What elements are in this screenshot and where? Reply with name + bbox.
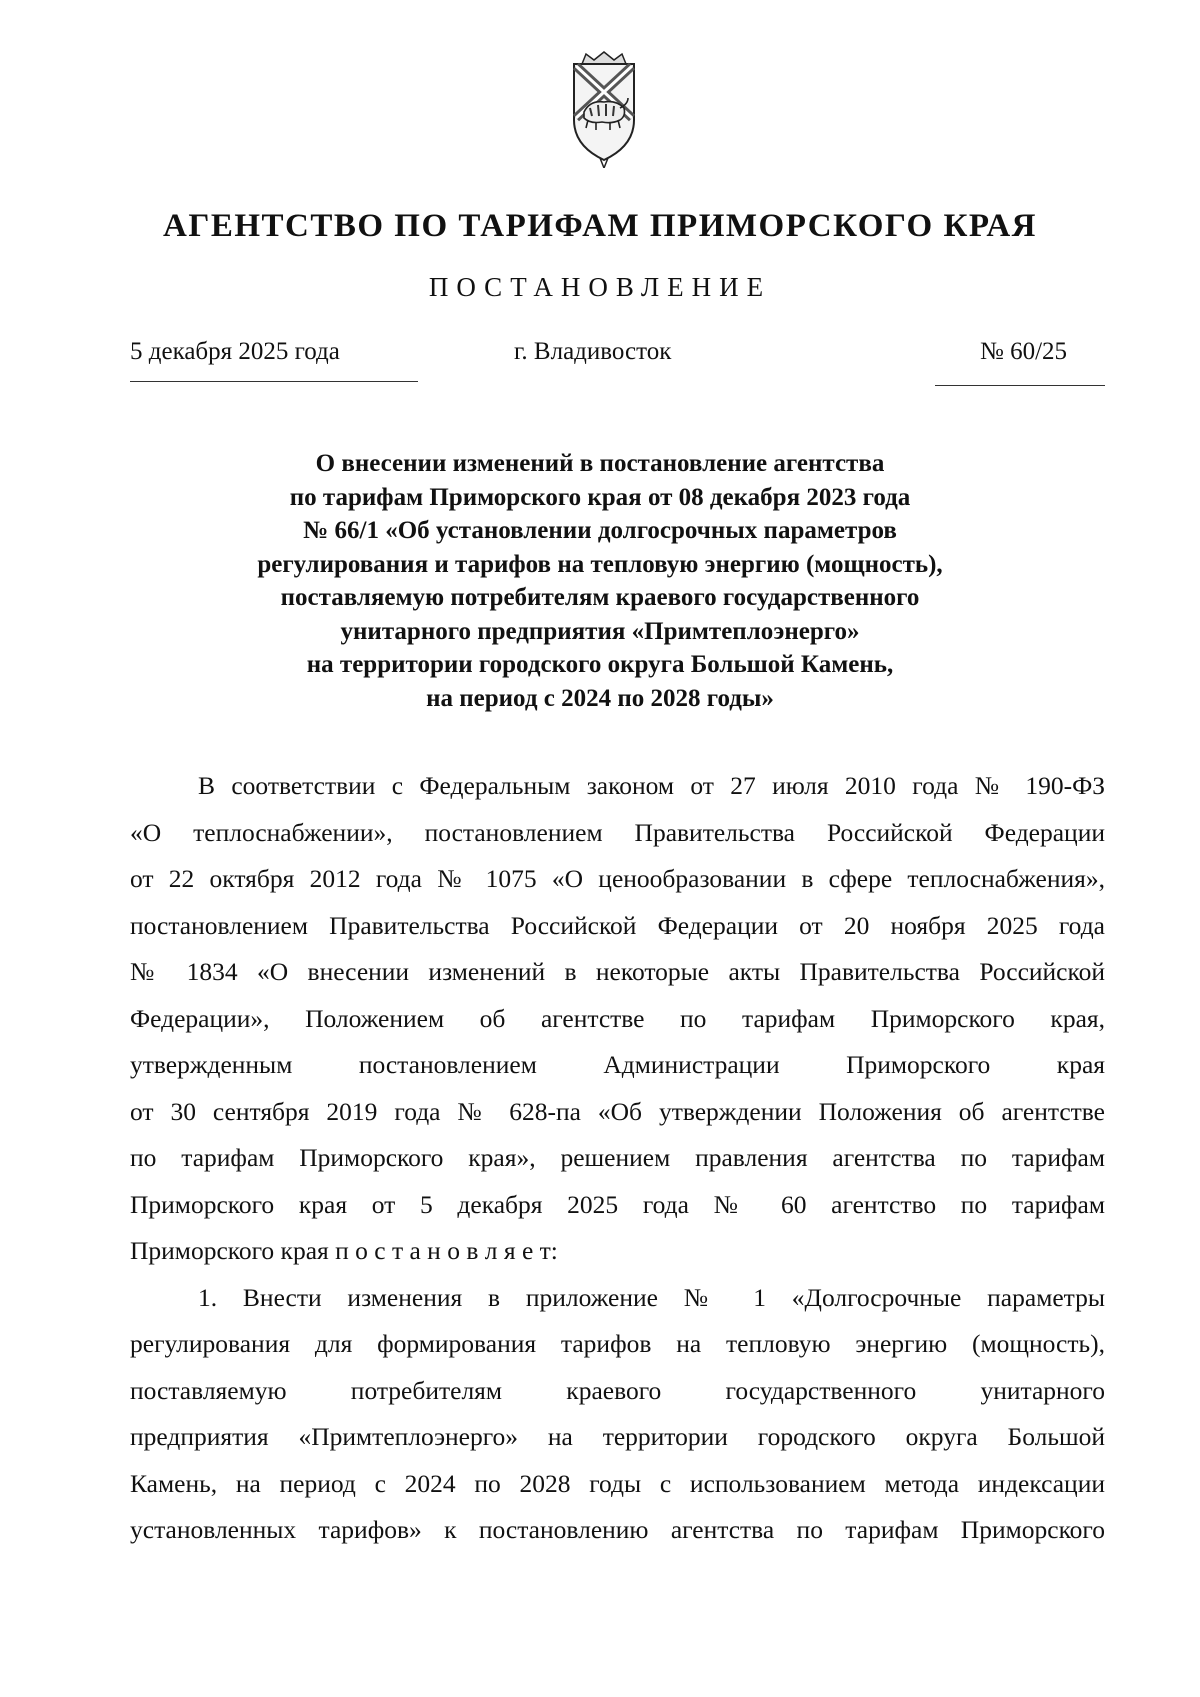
title-line: регулирования и тарифов на тепловую энергию (мощность), <box>257 550 943 578</box>
title-line: унитарного предприятия «Примтеплоэнерго» <box>340 617 860 645</box>
body-line: Приморского края от 5 декабря 2025 года № 60 агентство по тарифам <box>130 1189 1105 1219</box>
document-type: ПОСТАНОВЛЕНИЕ <box>428 272 772 302</box>
body-line: утвержденным постановлением Администрации Приморского края <box>130 1050 1105 1079</box>
document-body <box>130 763 1105 1554</box>
title-line: по тарифам Приморского края от 08 декабря 2023 года <box>289 483 911 511</box>
body-line: Камень, на период с 2024 по 2028 годы с использованием метода индексации <box>130 1468 1105 1498</box>
coat-of-arms-icon <box>568 50 640 168</box>
body-line: от 22 октября 2012 года № 1075 «О ценообразовании в сфере теплоснабжения», <box>130 864 1105 893</box>
body-line: 1. Внести изменения в приложение № 1 «Долгосрочные параметры <box>198 1282 1105 1312</box>
date-underline <box>130 381 418 382</box>
body-line: по тарифам Приморского края», решением правления агентства по тарифам <box>130 1143 1105 1172</box>
document-number: № 60/25 <box>980 338 1068 365</box>
number-underline <box>935 385 1105 386</box>
body-line: «О теплоснабжении», постановлением Правительства Российской Федерации <box>130 817 1105 847</box>
agency-name: АГЕНТСТВО ПО ТАРИФАМ ПРИМОРСКОГО КРАЯ <box>163 208 1037 244</box>
title-line: поставляемую потребителям краевого государственного <box>280 584 920 611</box>
body-line: установленных тарифов» к постановлению агентства по тарифам Приморского <box>130 1515 1105 1544</box>
document-date: 5 декабря 2025 года <box>130 338 340 365</box>
body-line: поставляемую потребителям краевого государственного унитарного <box>130 1375 1105 1405</box>
body-line: № 1834 «О внесении изменений в некоторые акты Правительства Российской <box>130 957 1105 986</box>
body-line: Приморского края п о с т а н о в л я е т: <box>130 1236 558 1265</box>
document-city: г. Владивосток <box>514 338 672 365</box>
body-line: регулирования для формирования тарифов на тепловую энергию (мощность), <box>130 1329 1105 1358</box>
title-line: О внесении изменений в постановление агентства <box>315 450 885 477</box>
document-title <box>100 447 1100 715</box>
body-line: постановлением Правительства Российской Федерации от 20 ноября 2025 года <box>130 910 1105 940</box>
body-line: от 30 сентября 2019 года № 628-па «Об утверждении Положения об агентстве <box>130 1096 1105 1126</box>
title-line: на территории городского округа Большой Камень, <box>306 651 894 678</box>
title-line: на период с 2024 по 2028 годы» <box>426 684 774 712</box>
body-line: предприятия «Примтеплоэнерго» на территории городского округа Большой <box>130 1422 1105 1451</box>
body-line: В соответствии с Федеральным законом от 27 июля 2010 года № 190-ФЗ <box>198 771 1105 800</box>
title-line: № 66/1 «Об установлении долгосрочных параметров <box>303 517 897 544</box>
body-line: Федерации», Положением об агентстве по тарифам Приморского края, <box>130 1003 1105 1033</box>
